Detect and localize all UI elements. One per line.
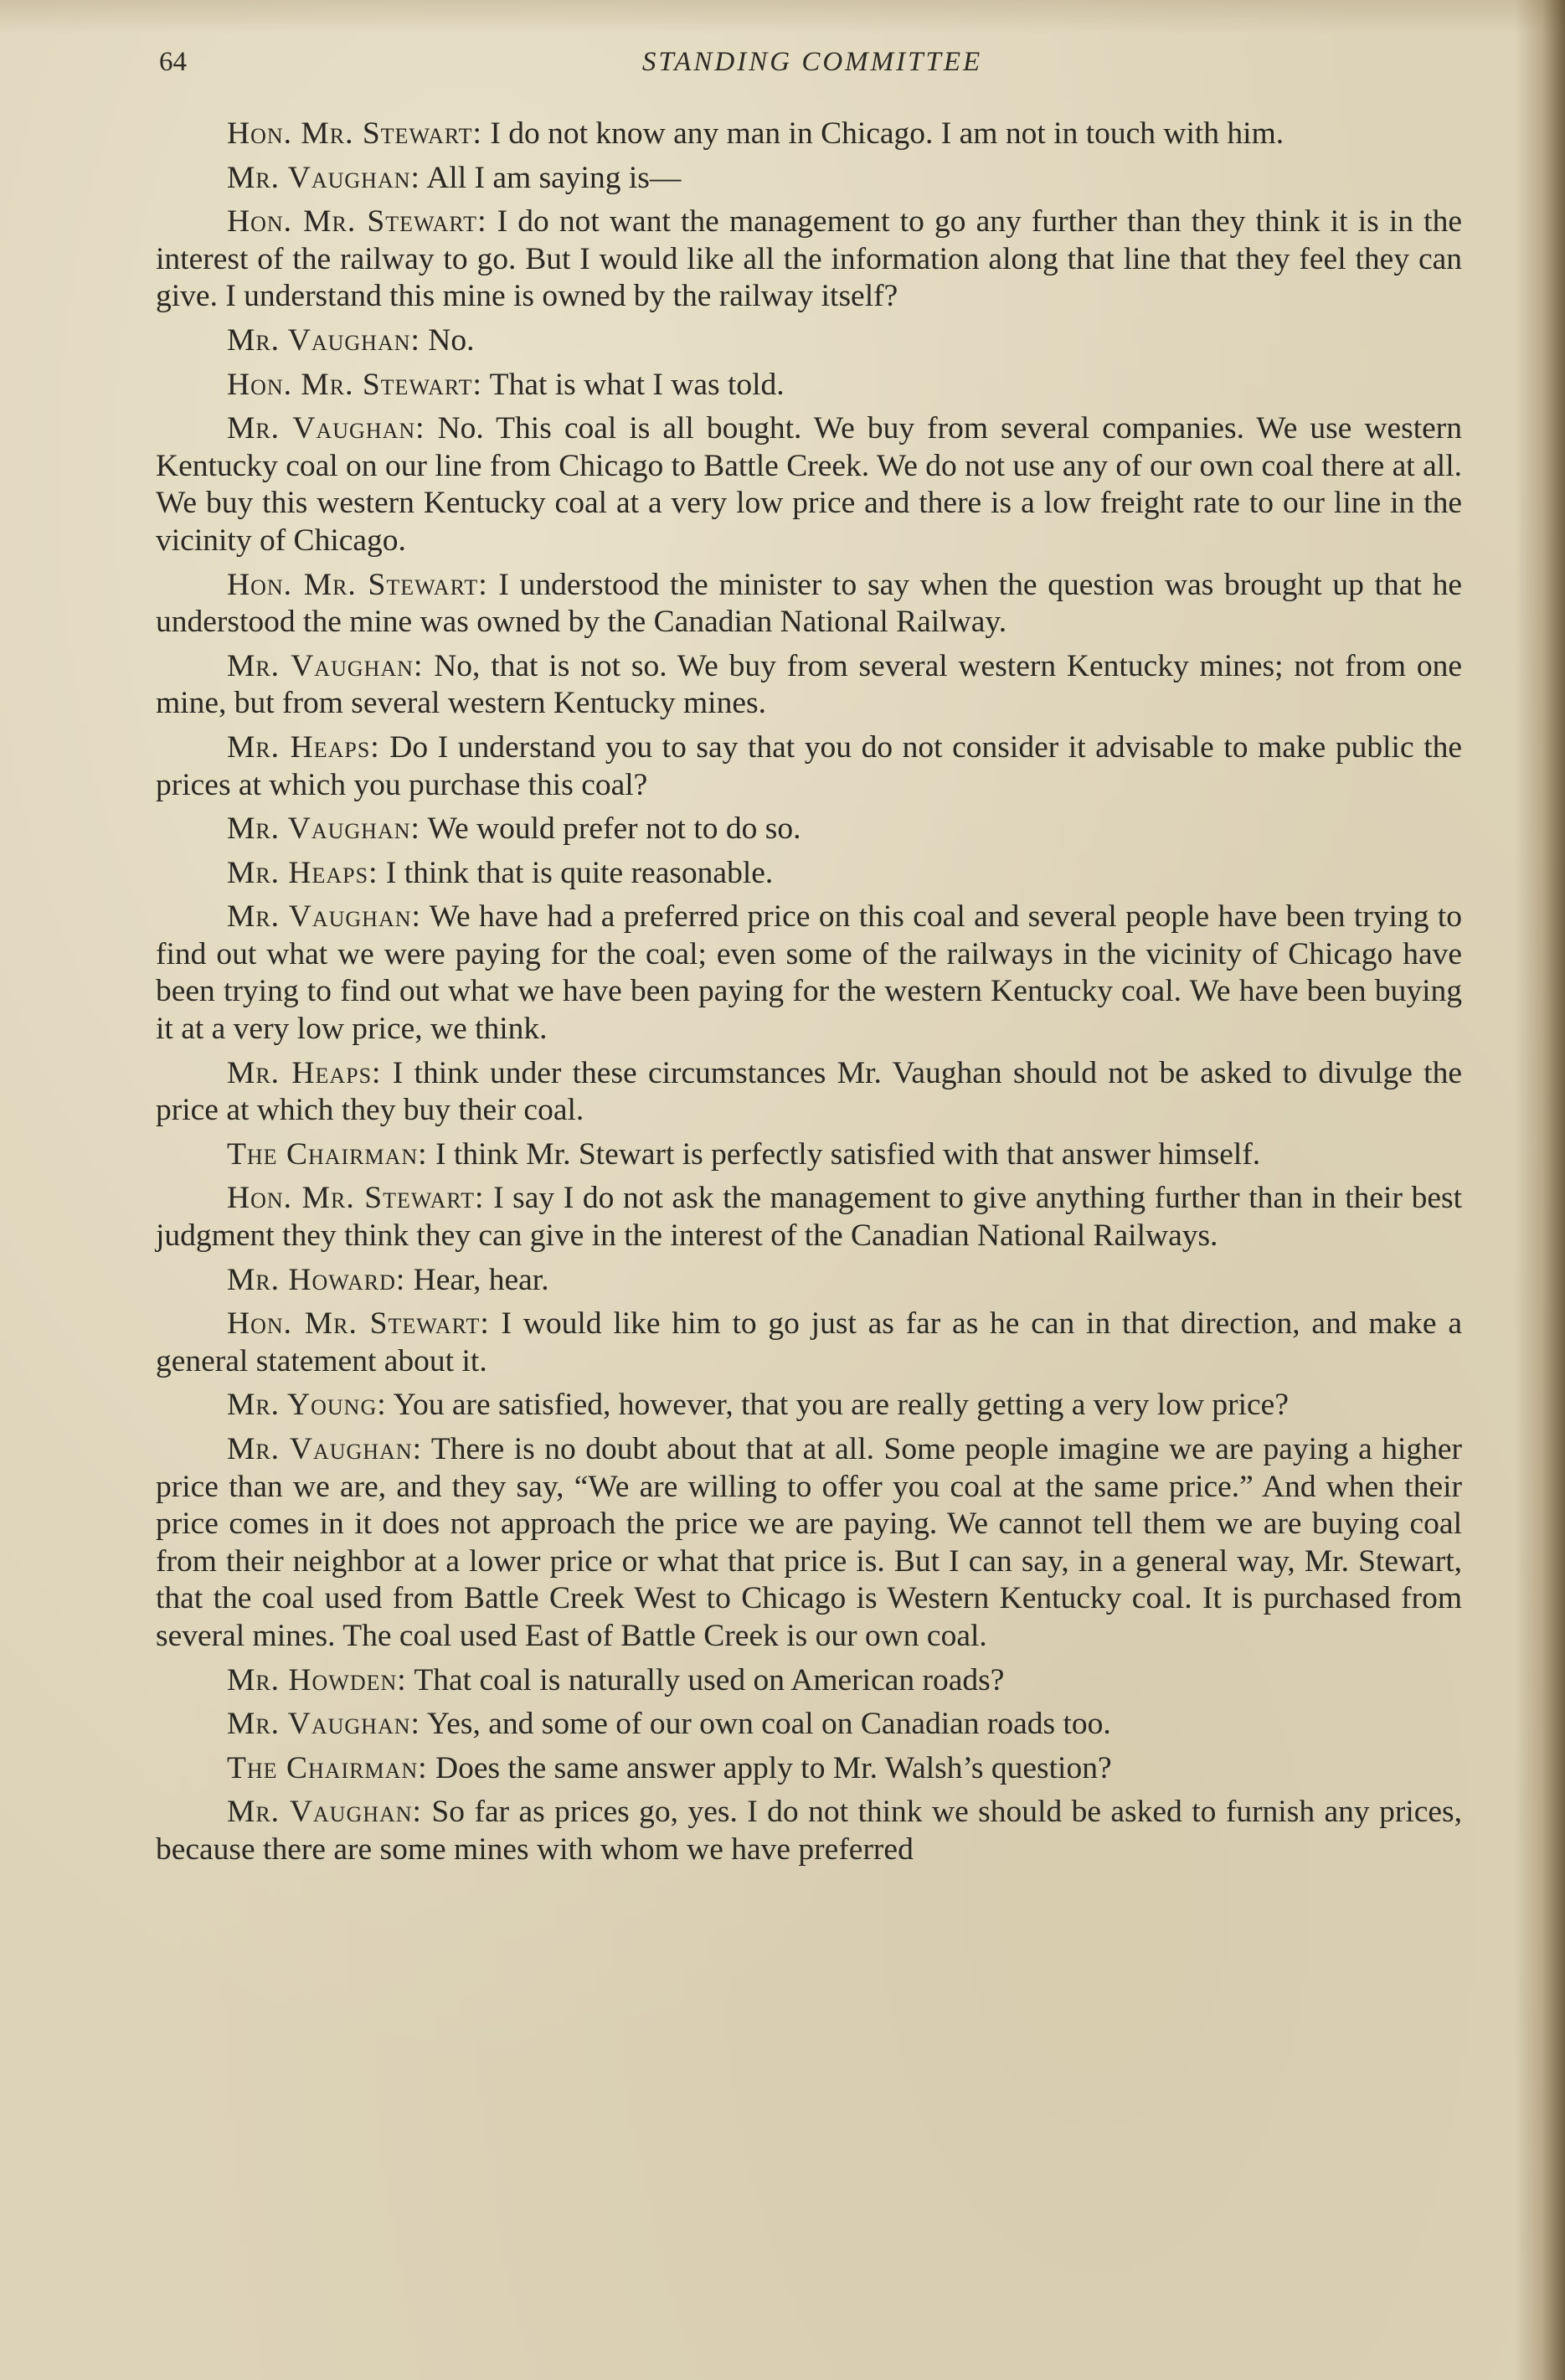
transcript-paragraph <box>156 648 1462 723</box>
speech-text: That is what I was told. <box>481 367 785 402</box>
book-spine-shadow <box>1515 0 1565 2380</box>
speech-text: Does the same answer apply to Mr. Walsh’s question? <box>427 1750 1112 1785</box>
transcript-paragraph <box>156 855 1462 893</box>
speaker-name: Mr. Heaps: <box>227 729 380 765</box>
speech-text: Yes, and some of our own coal on Canadian roads too. <box>420 1707 1111 1742</box>
speaker-name: Mr. Vaughan: <box>227 1432 423 1466</box>
speaker-name: Mr. Howard: <box>227 1262 406 1297</box>
transcript-paragraph <box>156 899 1462 1048</box>
speaker-name: Hon. Mr. Stewart: <box>227 1306 490 1342</box>
page-header <box>159 47 1465 92</box>
speech-text: We have had a preferred price on this coal and several people have been trying to find out what we were paying for the coal; even some of the railways in the vicinity of Chicago have been trying to find out what we have been paying for the western Kentucky coal. We have been buying it at a very low price, we think. <box>156 899 1462 1047</box>
transcript-paragraph <box>156 1180 1462 1254</box>
speaker-name: Hon. Mr. Stewart: <box>227 567 488 602</box>
speech-text: I say I do not ask the management to give anything further than in their best judgment they think they can give in the interest of the Canadian National Railways. <box>156 1181 1462 1254</box>
speaker-name: The Chairman: <box>227 1750 428 1785</box>
speaker-name: Mr. Vaughan: <box>227 811 420 847</box>
transcript-paragraph <box>156 367 1462 404</box>
speaker-name: Hon. Mr. Stewart: <box>227 116 482 151</box>
speaker-name: Hon. Mr. Stewart: <box>227 367 482 402</box>
speech-text: I think that is quite reasonable. <box>378 855 774 890</box>
transcript-paragraph <box>156 567 1462 641</box>
page-top-shadow <box>0 0 1565 33</box>
speech-text: Hear, hear. <box>405 1262 549 1297</box>
speaker-name: Mr. Vaughan: <box>227 160 420 195</box>
transcript-paragraph <box>156 116 1462 153</box>
transcript-paragraph <box>156 1387 1462 1424</box>
speech-text: We would prefer not to do so. <box>420 811 801 847</box>
speech-text: I do not want the management to go any further than they think it is in the interest of the railway to go. But I would like all the information along that line that they feel they can give. I understand this mine is owned by the railway itself? <box>156 204 1462 314</box>
speaker-name: Mr. Vaughan: <box>227 648 424 683</box>
speech-text: So far as prices go, yes. I do not think we should be asked to furnish any prices, because there are some mines with whom we have preferred <box>156 1795 1462 1867</box>
transcript-paragraph <box>156 1794 1462 1868</box>
speech-text: No. This coal is all bought. We buy from several companies. We use western Kentucky coal on our line from Chicago to Battle Creek. We do not use any of our own coal there at all. We buy this western Kentucky coal at a very low price and there is a low freight rate to our line in the vicinity of Chicago. <box>156 411 1462 558</box>
speaker-name: Mr. Vaughan: <box>227 899 421 935</box>
running-title: STANDING COMMITTEE <box>641 47 983 77</box>
transcript-paragraph <box>156 1306 1462 1380</box>
transcript-paragraph <box>156 410 1462 559</box>
speech-text: I think Mr. Stewart is perfectly satisfied with that answer himself. <box>427 1136 1261 1172</box>
transcript-paragraph <box>156 1431 1462 1656</box>
speech-text: I understood the minister to say when the question was brought up that he understood the mine was owned by the Canadian National Railway. <box>156 567 1462 640</box>
transcript-paragraph <box>156 1262 1462 1300</box>
speaker-name: Mr. Vaughan: <box>227 322 420 358</box>
speech-text: I would like him to go just as far as he can in that direction, and make a general statement about it. <box>156 1306 1462 1378</box>
speaker-name: Mr. Heaps: <box>227 1055 382 1090</box>
speaker-name: Mr. Vaughan: <box>227 1795 422 1830</box>
transcript-paragraph <box>156 1706 1462 1744</box>
speaker-name: Mr. Vaughan: <box>227 1707 420 1742</box>
transcript-paragraph <box>156 1662 1462 1700</box>
transcript-paragraph <box>156 322 1462 360</box>
transcript-paragraph <box>156 1750 1462 1788</box>
speaker-name: The Chairman: <box>227 1136 428 1172</box>
transcript-paragraph <box>156 729 1462 804</box>
speech-text: I do not know any man in Chicago. I am not in touch with him. <box>481 116 1284 151</box>
speaker-name: Mr. Young: <box>227 1388 387 1423</box>
speech-text: Do I understand you to say that you do not consider it advisable to make public the prices at which you purchase this coal? <box>156 729 1463 802</box>
transcript-paragraph <box>156 1136 1462 1174</box>
speaker-name: Hon. Mr. Stewart: <box>227 1181 485 1216</box>
speech-text: There is no doubt about that at all. Some people imagine we are paying a higher price than we are, and they say, “We are willing to offer you coal at the same price.” And when their price comes in it does not approach the price we are paying. We cannot tell them we are buying coal from their neighbor at a lower price or what that price is. But I can say, in a general way, Mr. Stewart, that the coal used from Battle Creek West to Chicago is Western Kentucky coal. It is purchased from several mines. The coal used East of Battle Creek is our own coal. <box>156 1432 1462 1653</box>
speaker-name: Mr. Howden: <box>227 1662 407 1697</box>
speech-text: You are satisfied, however, that you are really getting a very low price? <box>386 1388 1289 1423</box>
transcript-paragraph <box>156 811 1462 848</box>
speech-text: I think under these circumstances Mr. Vaughan should not be asked to divulge the price at which they buy their coal. <box>156 1055 1462 1128</box>
speaker-name: Hon. Mr. Stewart: <box>227 204 487 240</box>
speaker-name: Mr. Heaps: <box>227 855 378 890</box>
transcript-paragraph <box>156 160 1462 198</box>
speech-text: All I am saying is— <box>420 160 682 195</box>
transcript-paragraph <box>156 1055 1462 1130</box>
transcript-body <box>156 116 1462 1876</box>
speech-text: No, that is not so. We buy from several western Kentucky mines; not from one mine, but from several western Kentucky mines. <box>156 648 1462 721</box>
speech-text: No. <box>420 322 475 358</box>
transcript-paragraph <box>156 203 1462 316</box>
speech-text: That coal is naturally used on American roads? <box>406 1662 1005 1697</box>
page-number: 64 <box>159 47 187 77</box>
speaker-name: Mr. Vaughan: <box>227 411 425 446</box>
